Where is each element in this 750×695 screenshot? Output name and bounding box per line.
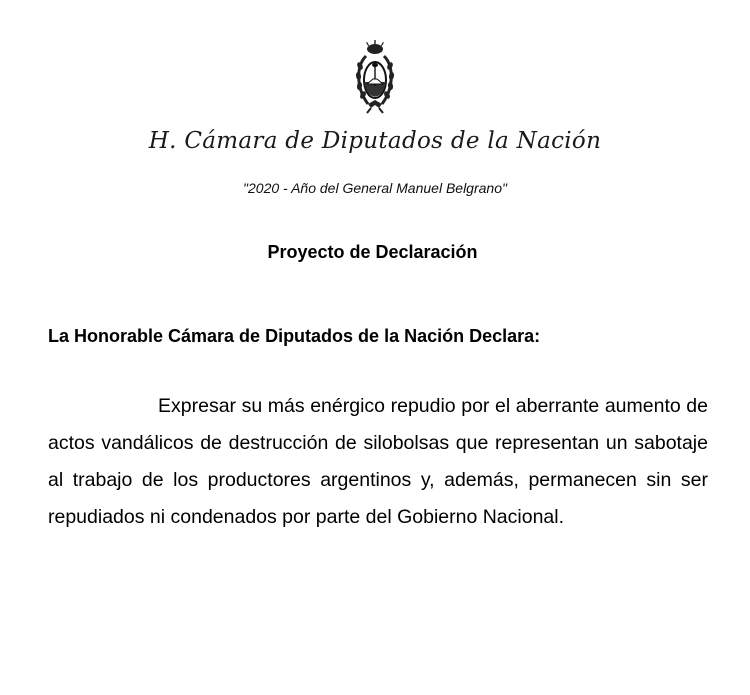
year-motto: "2020 - Año del General Manuel Belgrano" (243, 180, 507, 196)
document-type-title: Proyecto de Declaración (267, 242, 478, 262)
coat-of-arms-icon (354, 40, 396, 116)
declares-heading: La Honorable Cámara de Diputados de la Nación Declara: (48, 326, 541, 346)
chamber-title: H. Cámara de Diputados de la Nación (148, 128, 602, 154)
declaration-body: Expresar su más enérgico repudio por el aberrante aumento de actos vandálicos de destrucción de silobolsas que representan un sabotaje al trabajo de los productores argentinos y, además, permanecen sin ser repudiados ni condenados por parte del Gobierno Nacional. (48, 395, 708, 528)
